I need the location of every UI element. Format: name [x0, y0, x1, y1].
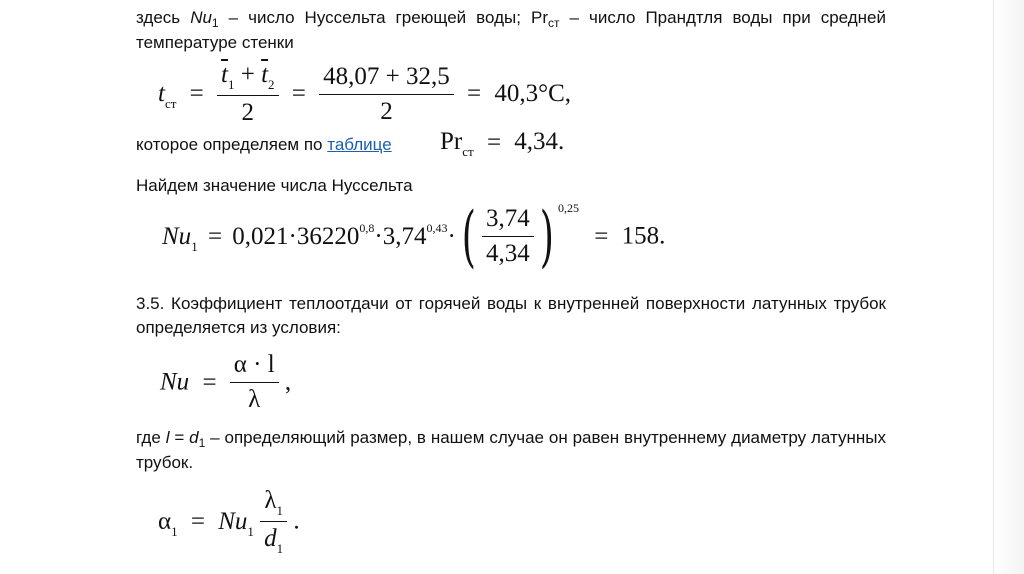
- nu-symbol: Nu: [160, 368, 190, 396]
- left-paren: (: [461, 197, 476, 275]
- comma: ,: [284, 368, 292, 396]
- formula-alpha: [158, 484, 300, 559]
- fraction-alpha-l-lambda: [230, 348, 279, 417]
- fraction-values: [319, 60, 454, 129]
- plus: +: [240, 61, 255, 88]
- equals: =: [207, 222, 223, 250]
- numerator: 3,74: [482, 202, 534, 237]
- paragraph-characteristic-size: [136, 426, 886, 475]
- equals: =: [467, 80, 482, 107]
- equals: =: [190, 507, 205, 535]
- lambda-symbol: λ: [264, 487, 277, 514]
- denominator: λ: [248, 386, 261, 413]
- denominator: 2: [241, 99, 255, 126]
- formula-nusselt-definition: [160, 348, 291, 417]
- reynolds-exponent: 0,8: [359, 220, 375, 235]
- text: здесь: [136, 8, 191, 27]
- formula-nusselt: [162, 197, 666, 275]
- paragraph-nusselt-prandtl: [136, 6, 886, 55]
- denominator: 4,34: [486, 240, 530, 267]
- formula-wall-temperature: [158, 58, 571, 130]
- nu-symbol: Nu: [162, 222, 192, 250]
- ratio-exponent: 0,25: [558, 201, 580, 216]
- l-symbol: l: [165, 428, 170, 447]
- pr-value: 4,34.: [514, 128, 565, 155]
- table-link[interactable]: таблице: [327, 135, 392, 154]
- equals: =: [291, 80, 306, 107]
- paragraph-find-nusselt: Найдем значение числа Нуссельта: [136, 176, 413, 195]
- lambda-subscript: 1: [276, 503, 283, 518]
- equals: =: [202, 368, 217, 396]
- fraction-mean-temperature: [217, 58, 279, 130]
- nu-symbol: Nu: [190, 8, 212, 27]
- numerator: α · l: [230, 348, 279, 383]
- t-symbol: t: [158, 80, 165, 107]
- formula-prandtl-wall: [440, 128, 564, 157]
- alpha-symbol: α: [158, 507, 172, 535]
- text: которое определяем по: [136, 135, 328, 154]
- result-value: 158.: [621, 222, 666, 250]
- text: – число Нуссельта греющей воды; Pr: [218, 8, 548, 27]
- text: – число Прандтля воды при средней температуре стенки: [136, 8, 887, 52]
- d-symbol: d: [189, 428, 199, 447]
- pr-symbol: Pr: [440, 128, 463, 155]
- fraction-lambda-d: [260, 484, 287, 559]
- alpha-subscript: 1: [171, 523, 178, 539]
- d-symbol: d: [264, 525, 277, 552]
- d-subscript: 1: [198, 436, 206, 450]
- dot: ·: [447, 222, 456, 250]
- paragraph-heat-transfer: 3.5. Коэффициент теплоотдачи от горячей воды к внутренней поверхности латунных трубок определяется из условия:: [136, 294, 886, 337]
- d-subscript: 1: [276, 541, 284, 556]
- pr-subscript: ст: [548, 16, 560, 30]
- t1-subscript: 1: [227, 77, 235, 92]
- pr-subscript: ст: [462, 144, 474, 159]
- term-prandtl: ·3,74: [374, 222, 427, 250]
- text: где: [136, 428, 166, 447]
- term-reynolds: 0,021·36220: [232, 222, 360, 250]
- nu-subscript: 1: [191, 238, 198, 254]
- text: =: [169, 428, 190, 447]
- t1-symbol: $\overline{t}$: [221, 61, 228, 88]
- right-paren: ): [539, 197, 554, 275]
- equals: =: [189, 80, 204, 107]
- t-subscript: ст: [164, 96, 177, 111]
- page-edge: [993, 0, 1024, 574]
- prandtl-exponent: 0,43: [426, 220, 448, 235]
- nu-subscript: 1: [247, 523, 254, 539]
- t2-subscript: 2: [268, 77, 275, 92]
- equals: =: [486, 129, 502, 157]
- text: – определяющий размер, в нашем случае он равен внутреннему диаметру латунных трубок.: [136, 428, 886, 472]
- equals: =: [594, 222, 609, 250]
- nu-symbol: Nu: [218, 507, 248, 535]
- nu-subscript: 1: [211, 16, 219, 30]
- period: .: [293, 507, 300, 535]
- t2-symbol: $\overline{t}$: [261, 61, 269, 88]
- fraction-prandtl-ratio: [482, 202, 534, 271]
- denominator: 2: [380, 97, 393, 125]
- result-value: 40,3°C,: [494, 80, 572, 107]
- numerator: 48,07 + 32,5: [319, 60, 454, 95]
